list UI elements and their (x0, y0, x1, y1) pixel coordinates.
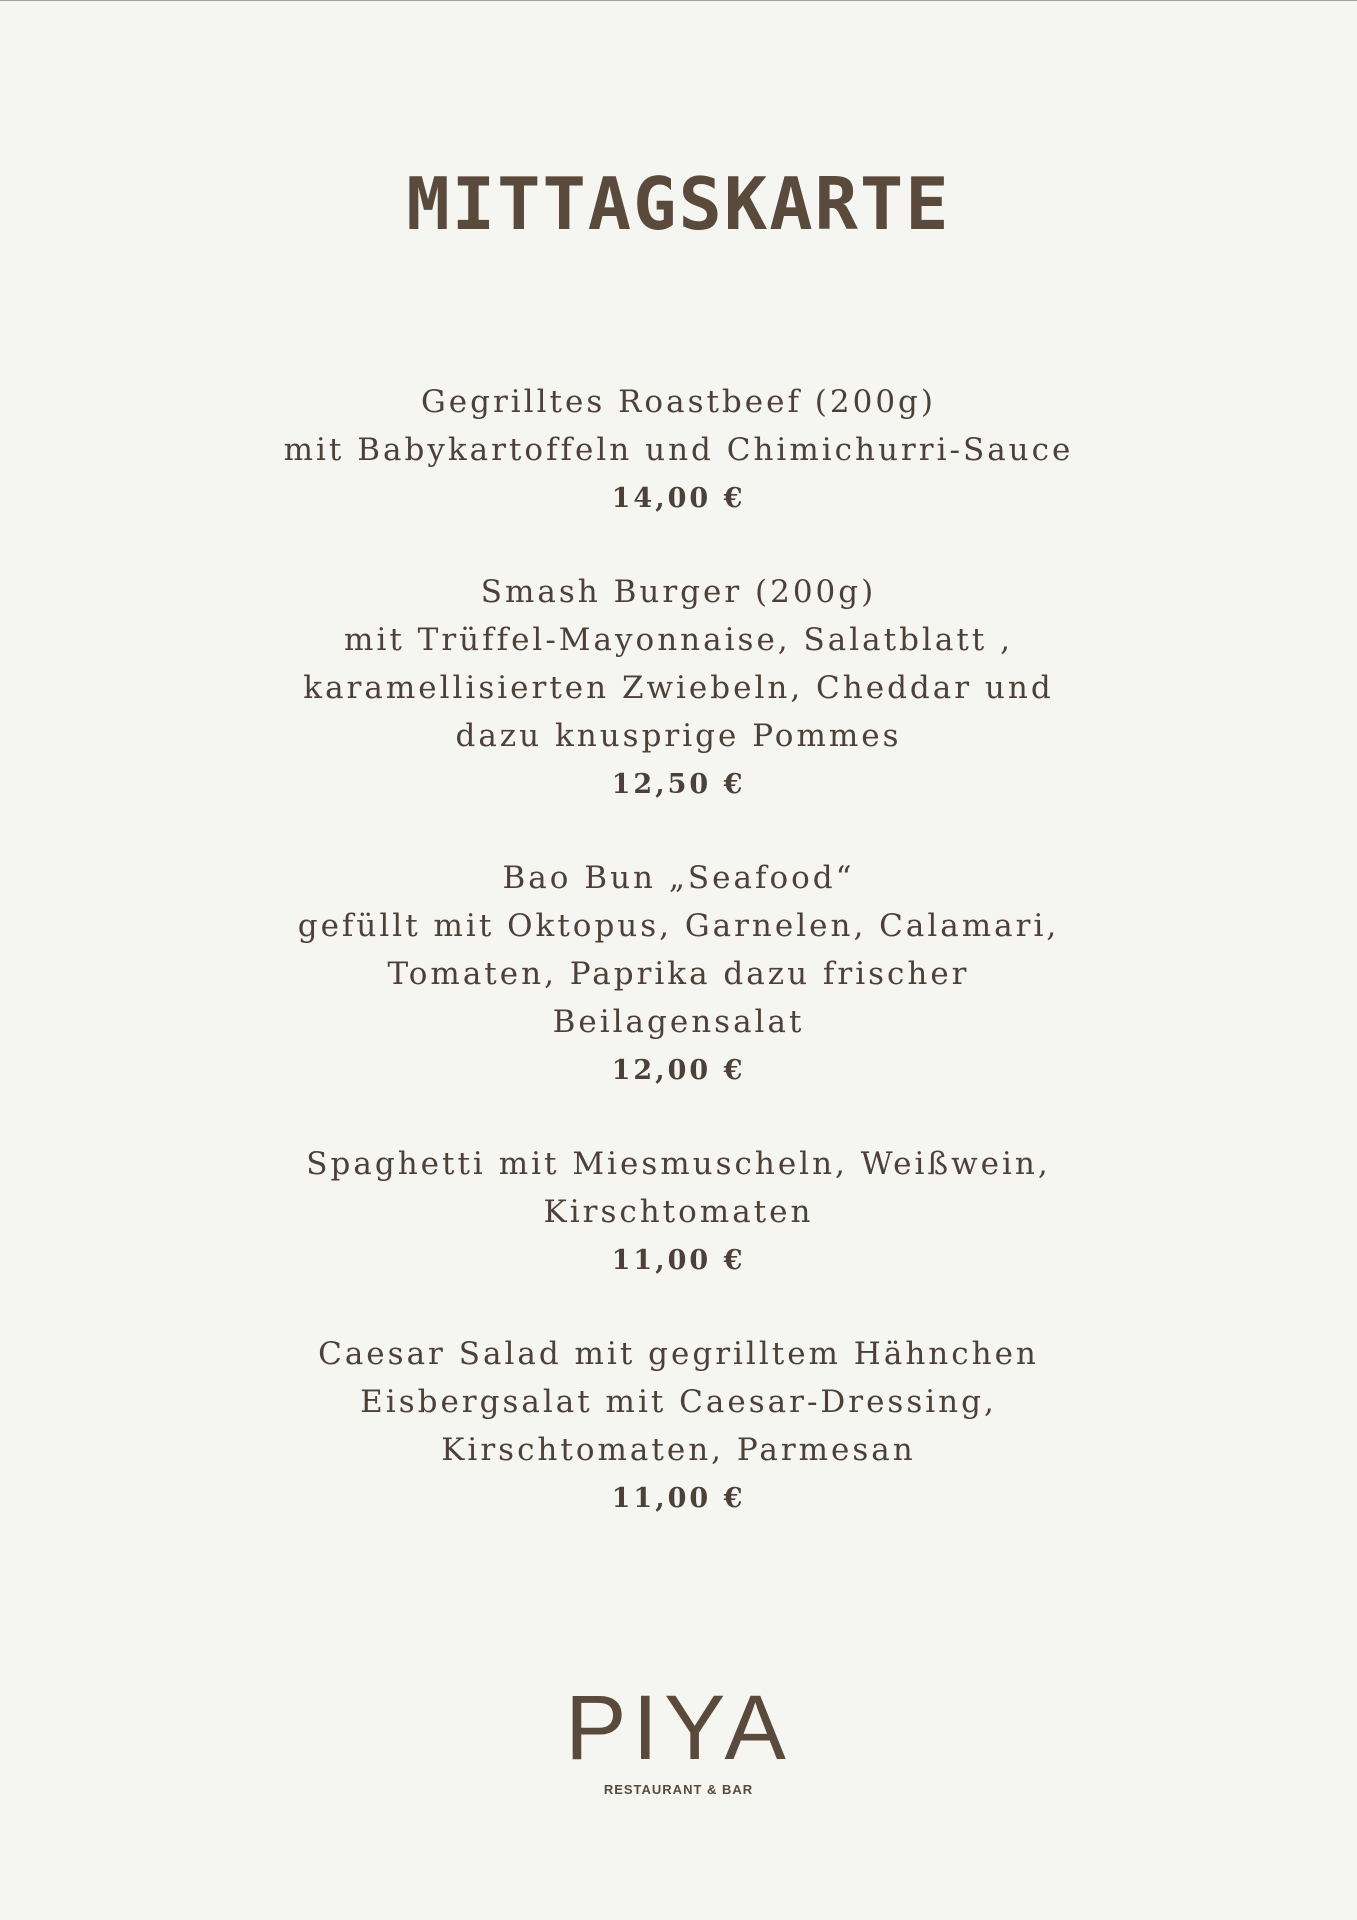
menu-item-description: Kirschtomaten (543, 1194, 814, 1230)
menu-item-description: Kirschtomaten, Parmesan (441, 1432, 916, 1468)
menu-list (0, 378, 1357, 1568)
page-title: MITTAGSKARTE (406, 162, 951, 246)
menu-item-price: 12,50 € (611, 769, 746, 800)
menu-item-price: 14,00 € (611, 483, 746, 514)
menu-item-caesar-salad (0, 1330, 1357, 1522)
logo-tagline: RESTAURANT & BAR (603, 1782, 754, 1797)
menu-item-description: mit Trüffel-Mayonnaise, Salatblatt , (344, 622, 1013, 658)
menu-item-price: 12,00 € (611, 1055, 746, 1086)
menu-item-price: 11,00 € (611, 1245, 746, 1276)
menu-item-bao-bun (0, 854, 1357, 1094)
menu-item-name: Spaghetti mit Miesmuscheln, Weißwein, (306, 1146, 1051, 1182)
menu-item-roastbeef (0, 378, 1357, 522)
menu-item-description: dazu knusprige Pommes (455, 718, 902, 754)
menu-item-description: gefüllt mit Oktopus, Garnelen, Calamari, (297, 908, 1060, 944)
menu-item-name: Bao Bun „Seafood“ (502, 860, 855, 896)
menu-item-description: Beilagensalat (552, 1004, 805, 1040)
top-rule (0, 0, 1357, 1)
menu-item-name: Smash Burger (200g) (480, 574, 877, 610)
menu-item-description: karamellisierten Zwiebeln, Cheddar und (303, 670, 1054, 706)
menu-item-price: 11,00 € (611, 1483, 746, 1514)
logo-wordmark: PIYA (565, 1677, 792, 1779)
menu-item-spaghetti (0, 1140, 1357, 1284)
menu-item-description: Tomaten, Paprika dazu frischer (387, 956, 970, 992)
menu-item-description: mit Babykartoffeln und Chimichurri-Sauce (283, 432, 1074, 468)
menu-item-name: Gegrilltes Roastbeef (200g) (421, 384, 936, 420)
menu-item-smash-burger (0, 568, 1357, 808)
menu-item-name: Caesar Salad mit gegrilltem Hähnchen (318, 1336, 1039, 1372)
menu-item-description: Eisbergsalat mit Caesar-Dressing, (360, 1384, 997, 1420)
restaurant-logo (0, 1677, 1357, 1797)
